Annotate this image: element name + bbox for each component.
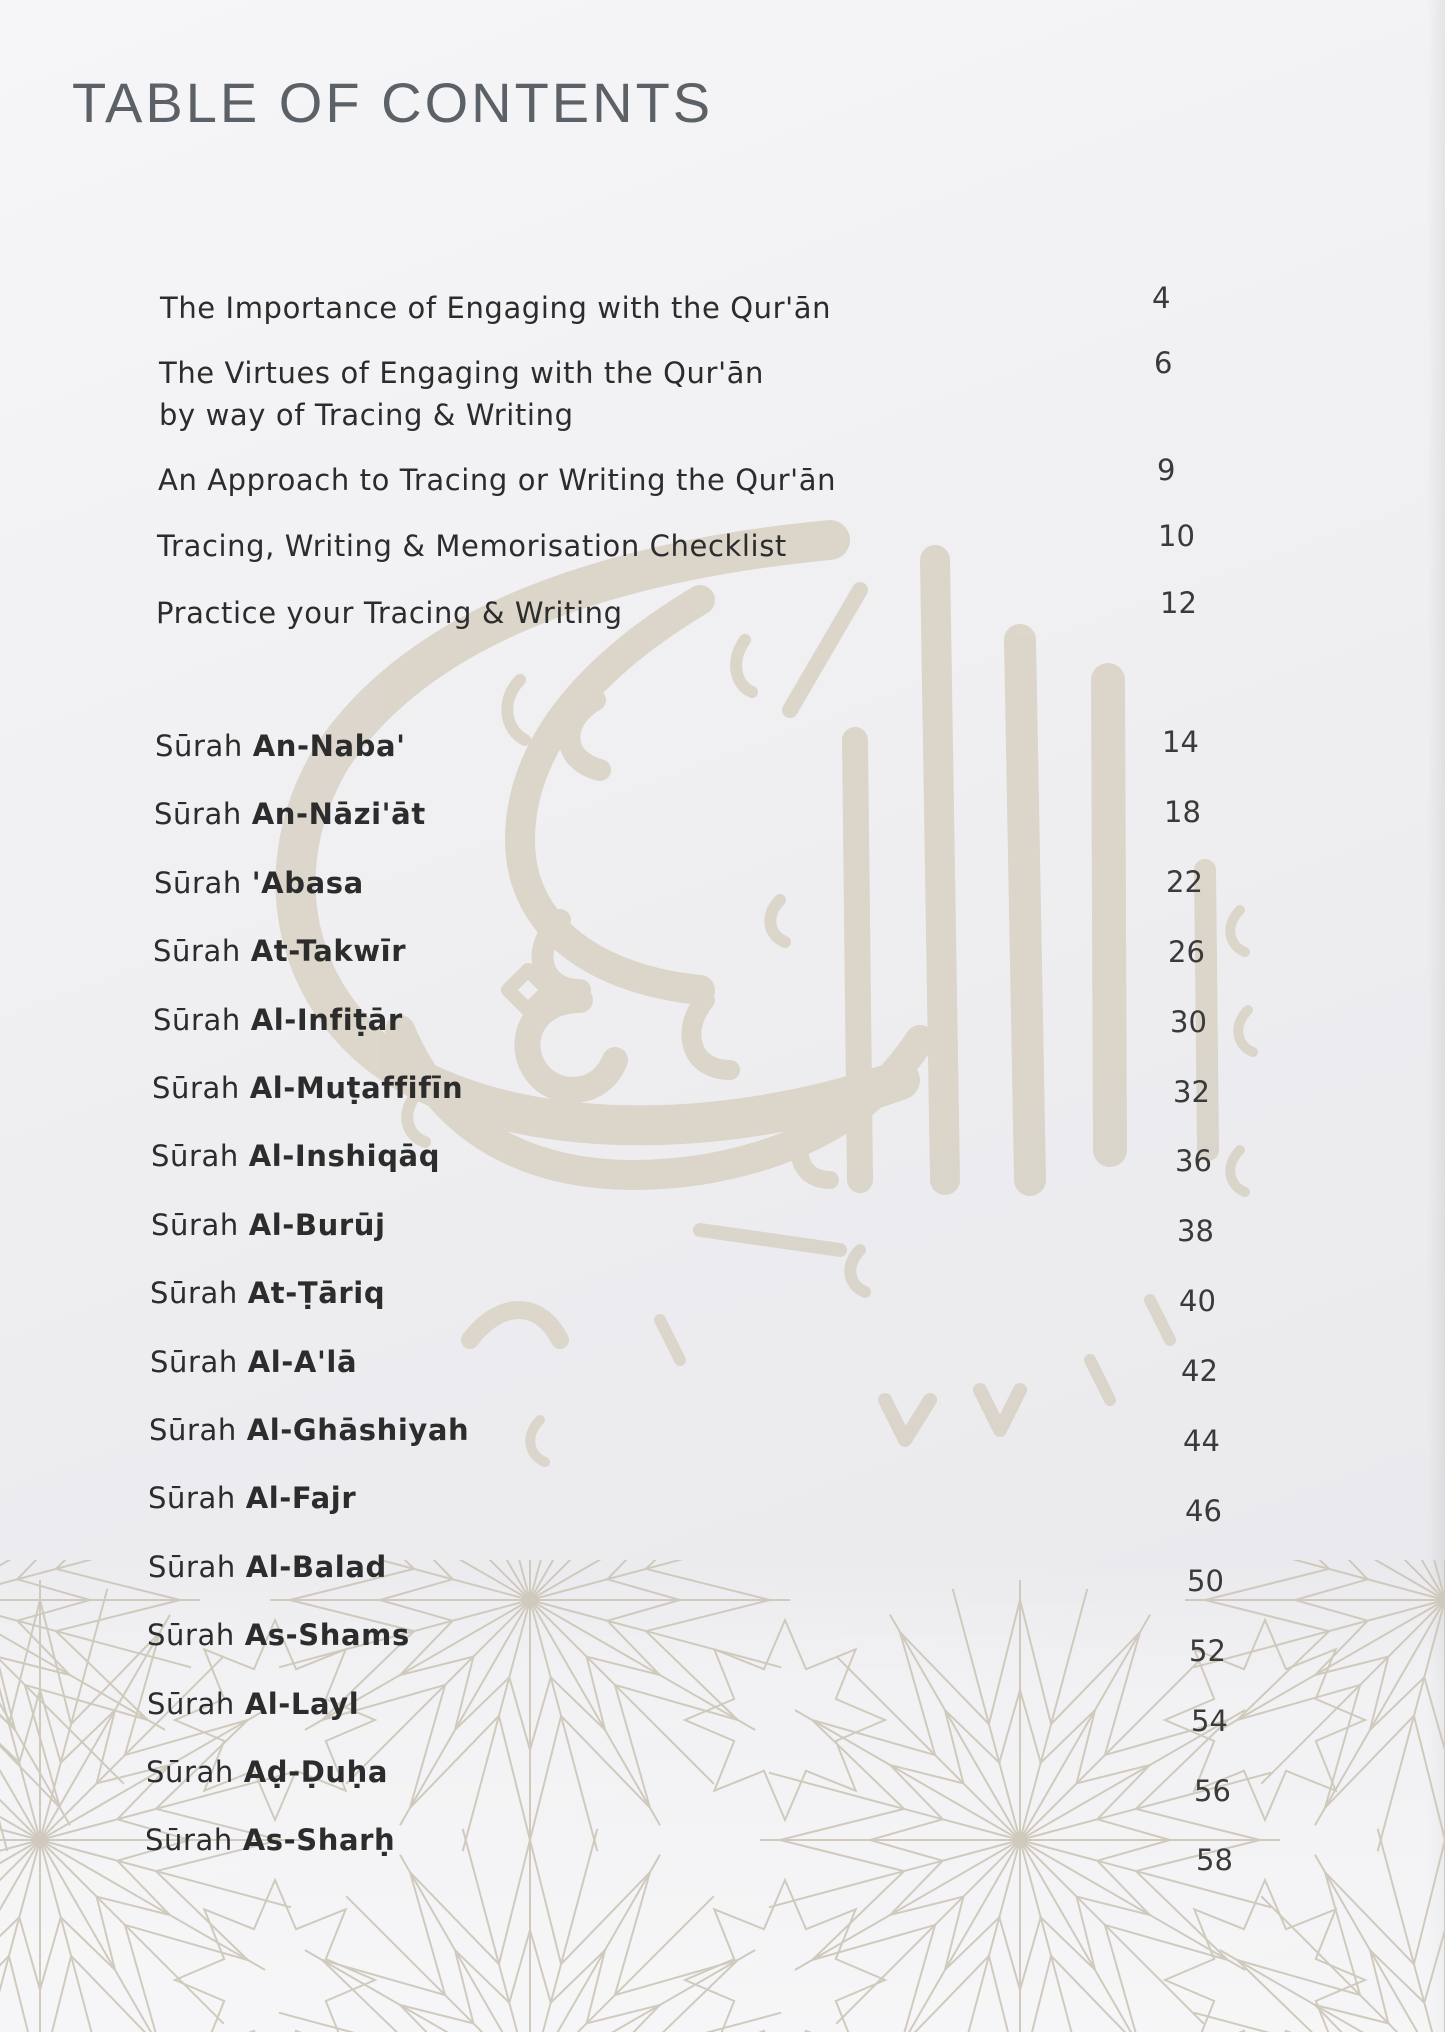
surah-entry-page: 32 [1173, 1074, 1210, 1109]
surah-entry-title [149, 1409, 469, 1451]
surah-prefix: Sūrah [154, 797, 252, 832]
surah-entry-title [153, 999, 403, 1041]
surah-entry [148, 1477, 1222, 1528]
surah-entry-title [145, 1819, 395, 1861]
surah-name: Al-Ghāshiyah [246, 1413, 470, 1447]
surah-entry-title [155, 725, 406, 767]
surah-prefix: Sūrah [152, 1071, 250, 1105]
surah-prefix: Sūrah [145, 1823, 243, 1858]
surah-entry-title [148, 1546, 387, 1588]
surah-entry-page: 54 [1191, 1703, 1228, 1738]
surah-entry-title [147, 1683, 359, 1725]
surah-entry-page: 58 [1196, 1843, 1233, 1878]
surah-prefix: Sūrah [153, 934, 251, 969]
toc-entry [157, 519, 1195, 567]
surah-prefix: Sūrah [151, 1207, 249, 1242]
surah-prefix: Sūrah [147, 1618, 245, 1653]
surah-entry-page: 42 [1181, 1354, 1218, 1389]
surah-prefix: Sūrah [148, 1549, 246, 1584]
surah-entry-title [152, 1067, 463, 1109]
surah-entry-title [154, 793, 426, 835]
surah-entry-page: 22 [1166, 864, 1203, 899]
toc-entry [156, 586, 1197, 634]
surah-entry [148, 1546, 1224, 1598]
surah-entry [151, 1204, 1214, 1249]
toc-entry [158, 453, 1176, 501]
surah-prefix: Sūrah [146, 1755, 244, 1789]
surah-entry-title [150, 1272, 385, 1314]
surah-entry [153, 930, 1205, 972]
surah-name: Al-Balad [245, 1549, 387, 1584]
surah-entry [155, 725, 1199, 767]
surah-entry-page: 18 [1164, 794, 1201, 829]
surah-entry [154, 862, 1203, 904]
surah-name: Al-A'lā [247, 1344, 358, 1379]
toc-entry-title: An Approach to Tracing or Writing the Qur'ān [158, 463, 837, 497]
surah-prefix: Sūrah [148, 1481, 246, 1516]
surah-name: Al-Infiṭār [250, 1002, 403, 1037]
toc-entry [160, 281, 1171, 329]
toc-entry-page: 4 [1152, 281, 1171, 315]
surah-name: 'Abasa [251, 865, 364, 900]
surah-entry-page: 50 [1187, 1563, 1224, 1598]
surah-entry-page: 44 [1183, 1424, 1220, 1458]
surah-prefix: Sūrah [151, 1139, 249, 1174]
toc-entry [159, 346, 1173, 436]
surah-entry [154, 793, 1201, 835]
surah-entry-title [146, 1751, 388, 1793]
surah-entry-page: 52 [1189, 1633, 1226, 1668]
surah-name: At-Takwīr [250, 934, 407, 969]
surah-entry [146, 1751, 1231, 1808]
toc-entry-title: The Importance of Engaging with the Qur'ān [160, 291, 832, 325]
surah-prefix: Sūrah [153, 1002, 251, 1037]
surah-entry-page: 36 [1175, 1144, 1212, 1179]
surah-name: Al-Muṭaffifīn [249, 1071, 464, 1105]
surah-prefix: Sūrah [155, 729, 253, 763]
surah-entry [149, 1409, 1220, 1458]
surah-name: Al-Burūj [248, 1207, 386, 1242]
surah-entry [151, 1135, 1212, 1179]
surah-entry-title [147, 1614, 410, 1656]
surah-entry-page: 14 [1162, 725, 1199, 759]
surah-entry-page: 30 [1170, 1004, 1207, 1039]
surah-name: An-Nāzi'āt [251, 797, 426, 832]
toc-entry-page: 12 [1160, 586, 1197, 620]
surah-entry-page: 40 [1179, 1284, 1216, 1319]
surah-entry [153, 999, 1207, 1041]
page-title: TABLE OF CONTENTS [72, 71, 714, 134]
surah-name: As-Shams [244, 1618, 410, 1653]
toc-entry-page: 10 [1158, 519, 1195, 553]
toc-entry-page: 6 [1154, 346, 1173, 380]
surah-entry [147, 1614, 1226, 1668]
surah-entry [150, 1341, 1218, 1389]
toc-entry-page: 9 [1157, 453, 1176, 487]
surah-entry-title [153, 930, 406, 972]
toc-entry-title: by way of Tracing & Writing [159, 398, 574, 432]
surah-entry [145, 1819, 1233, 1878]
surah-entry-title [150, 1341, 357, 1383]
surah-prefix: Sūrah [154, 865, 252, 900]
surah-name: Aḍ-Ḍuḥa [243, 1755, 389, 1789]
surah-entry-page: 56 [1194, 1773, 1231, 1808]
surah-name: As-Sharḥ [242, 1823, 396, 1858]
surah-entry-page: 46 [1185, 1493, 1222, 1528]
surah-name: Al-Layl [244, 1686, 360, 1721]
toc-entry-title: Tracing, Writing & Memorisation Checklist [157, 529, 787, 563]
surah-prefix: Sūrah [150, 1276, 248, 1311]
surah-prefix: Sūrah [147, 1686, 245, 1721]
surah-name: At-Ṭāriq [247, 1276, 386, 1311]
surah-entry-page: 38 [1177, 1214, 1214, 1249]
toc-entry-title: The Virtues of Engaging with the Qur'ān [159, 356, 764, 390]
surah-entry [150, 1272, 1216, 1319]
surah-entry [147, 1683, 1228, 1738]
surah-entry-title [151, 1135, 440, 1177]
surah-prefix: Sūrah [149, 1413, 247, 1447]
surah-entry-title [154, 862, 364, 904]
surah-name: Al-Inshiqāq [248, 1139, 441, 1174]
surah-name: An-Naba' [252, 729, 406, 763]
toc-entry-title: Practice your Tracing & Writing [156, 596, 623, 630]
surah-entry [152, 1067, 1210, 1109]
surah-prefix: Sūrah [150, 1344, 248, 1379]
surah-entry-page: 26 [1168, 934, 1205, 969]
surah-entry-title [151, 1204, 386, 1246]
surah-entry-title [148, 1477, 356, 1519]
surah-name: Al-Fajr [245, 1481, 357, 1516]
